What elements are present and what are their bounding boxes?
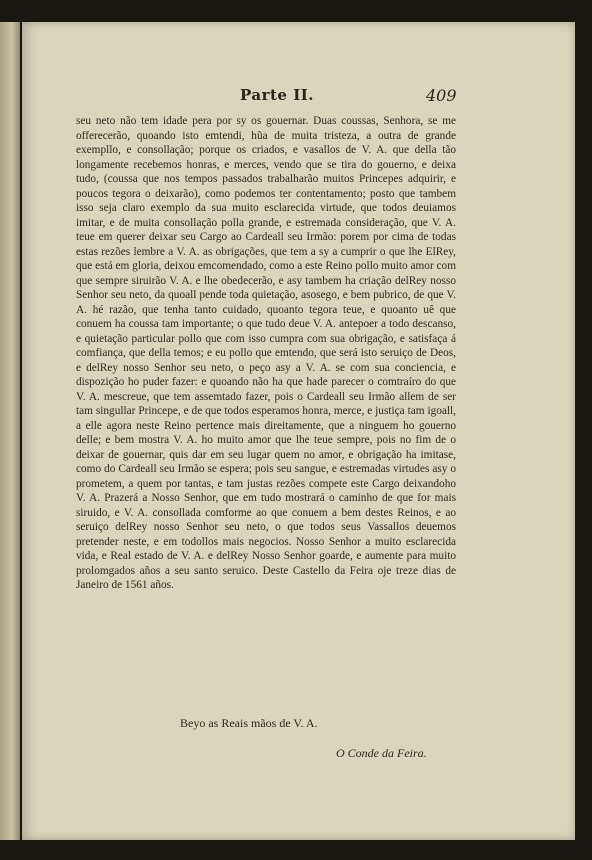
signature: O Conde da Feira. bbox=[336, 746, 427, 760]
running-title: Parte II. bbox=[240, 86, 314, 104]
closing-salutation: Beyo as Reais mãos de V. A. bbox=[180, 716, 318, 730]
page-number: 409 bbox=[426, 86, 457, 105]
body-paragraph: seu neto não tem idade pera por sy os gouernar. Duas coussas, Senhora, se me offerecerão, quoando isto emtendi, hũa de muita tristeza, a outra de grande exempllo, e consollação; porque os criados, e vasallos de V. A. que della tão longamente recebemos honras, e merces, vendo que se tira do gouerno, e deixa tudo, (coussa que nos tempos passados trabalharão muitos Princepes adquirir, e poucos tegora o deixarão), como podemos ter contentamento; posto que tambem isso seja claro exemplo da sua muito esclarecida virtude, que todos deuiamos imitar, e de muita consollação polla grande, e estremada consideração, que V. A. teue em querer deixar seu Cargo ao Cardeall seu Irmão: porem por cima de todas estas rezões lembre a V. A. as obrigações, que tem a sy a cumprir o que lhe ElRey, que está em gloria, deixou emcomendado, como a este Reino pollo muito amor com que sempre siruirão V. A. e lhe obedecerão, e asy tambem ha criação delRey nosso Senhor seu neto, da quoall pende toda quietação, asosego, e bem pubrico, de que V. A. hé razão, que tenha tanto cuidado, quoanto tegora teue, e quoanto uê que conuem ha coussa tam importante; o que tudo deue V. A. antepoer a todo descanso, e quietação particular pollo que com isso cumpra com sua obrigação, e satisfaça á comfiança, que della temos; e eu pollo que emtendo, que será isto seruiço de Deos, e delRey nosso Senhor seu neto, o peço asy a V. A. se com sua conciencia, e dispozição ho puder fazer: e quoando não ha que hade parecer o comtraíro do que V. A. mescreue, que tem assemtado fazer, pois o Cardeall seu Irmão allem de ser tam singullar Princepe, e de que todos esperamos honra, merce, e justiça tam igoall, a elle agora neste Reino pertence mais direitamente, que a ninguem ho gouerno delle; e bem mostra V. A. ho muito amor que lhe teue sempre, pois no fim de o deixar de gouernar, quis dar em seu lugar quem no amor, e obrigação ha imitase, como do Cardeall seu Irmão se espera; pois seu sangue, e estremadas virtudes asy o prometem, a quem por tantas, e tam justas rezões compete este Cargo deixandoho V. A. Prazerá a Nosso Senhor, que em tudo mostrará o caminho de que for mais siruido, e V. A. consollada comforme ao que conuem a bem destes Reinos, e ao seruiço delRey nosso Senhor seu neto, o que todos seus Vassallos deuemos pretender neste, e em todollos mais negocios. Nosso Senhor a muito esclarecida vida, e Real estado de V. A. e delRey Nosso Senhor goarde, e aumente para muito prolomgados años a seu santo seruico. Deste Castello da Feira oje treze dias de Janeiro de 1561 años. bbox=[76, 115, 456, 591]
book-page bbox=[22, 22, 575, 840]
page-header bbox=[22, 86, 575, 108]
facing-page-edge bbox=[0, 22, 20, 840]
